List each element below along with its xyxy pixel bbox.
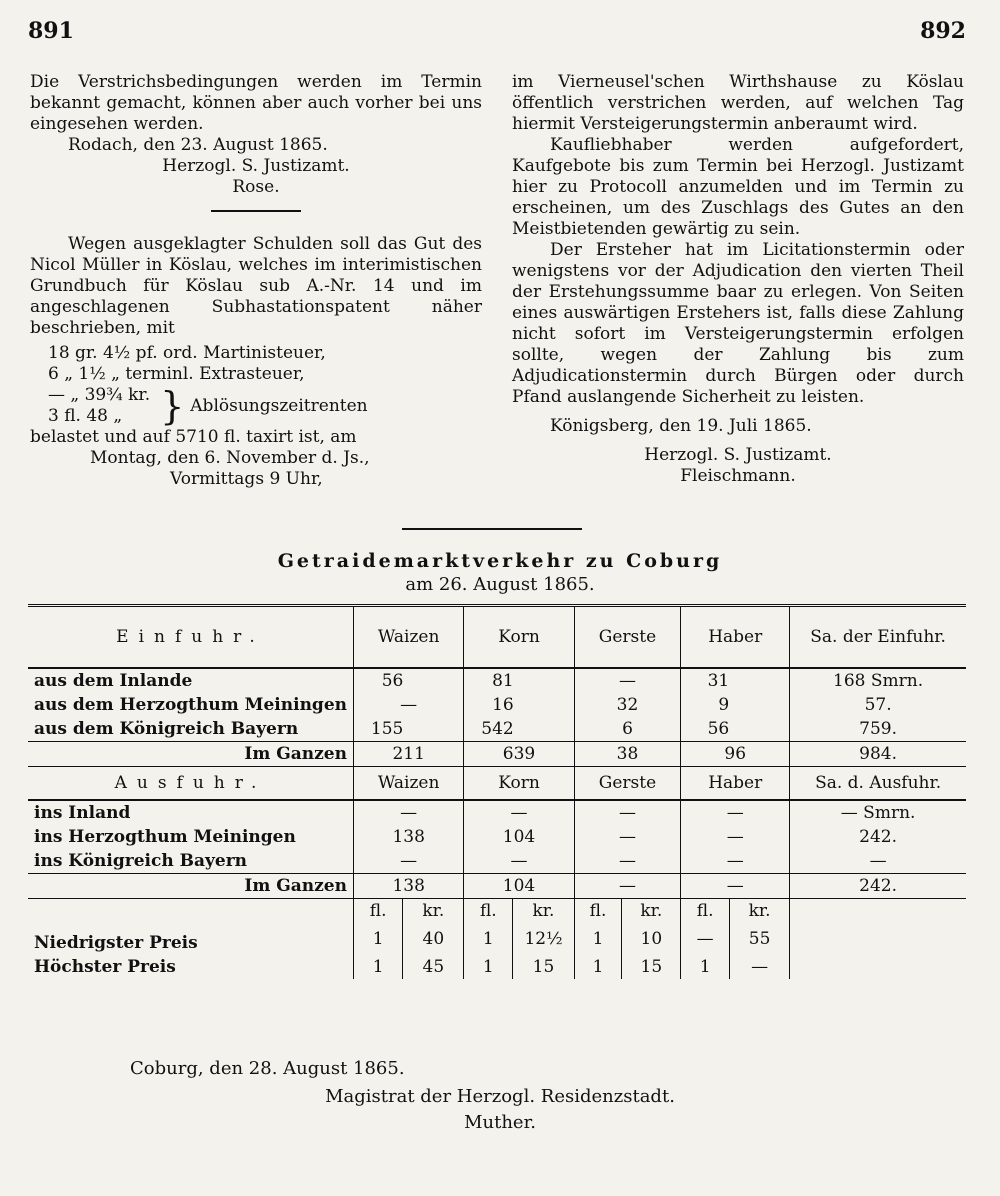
left-column (30, 72, 482, 490)
table-cell: 96 (681, 742, 790, 767)
table-cell: 15 (622, 955, 681, 979)
col-header-korn: Korn (464, 767, 574, 801)
table-cell: 56 (681, 717, 790, 742)
charge-line: — „ 39¾ kr. (48, 385, 151, 405)
total-row (28, 742, 966, 767)
notice-paragraph-end: belastet und auf 5710 fl. taxirt ist, am (30, 427, 357, 447)
row-label: Im Ganzen (28, 742, 354, 767)
currency-cell: kr. (729, 899, 789, 924)
table-cell: — (574, 874, 681, 899)
table-cell: 1 (681, 955, 730, 979)
table-cell: 45 (403, 955, 464, 979)
col-header-sum: Sa. d. Ausfuhr. (790, 767, 966, 801)
table-cell: 9 (681, 693, 790, 717)
auction-date: Montag, den 6. November d. Js., (90, 448, 370, 468)
row-label: ins Herzogthum Meiningen (34, 827, 296, 847)
price-row (28, 923, 966, 955)
place-date: Rodach, den 23. August 1865. (68, 135, 328, 155)
table-cell: — (729, 955, 789, 979)
signature: Rose. (232, 177, 280, 197)
table-cell: — (681, 874, 790, 899)
footer-authority: Magistrat der Herzogl. Residenzstadt. (325, 1086, 675, 1107)
table-cell: 38 (574, 742, 681, 767)
authority: Herzogl. S. Justizamt. (162, 156, 350, 176)
col-header-gerste: Gerste (574, 606, 681, 669)
row-label: ins Königreich Bayern (34, 851, 248, 871)
table-cell: — (354, 800, 464, 825)
table-cell: 10 (622, 923, 681, 955)
notice-paragraph: Die Verstrichsbedingungen werden im Termin bekannt gemacht, können aber auch vorher bei uns eingesehen werden. (30, 72, 482, 134)
notice-paragraph: Wegen ausgeklagter Schulden soll das Gut des Nicol Müller in Köslau, welches im interimistischen Grundbuch für Köslau sub A.-Nr. 14 und im angeschlagenen Subhastationspatent näher beschrieben, mit (30, 234, 482, 338)
charge-line: 3 fl. 48 „ (48, 406, 123, 426)
table-cell: 1 (464, 923, 513, 955)
charge-brace-label: Ablösungszeitrenten (190, 395, 368, 416)
export-header-row (28, 767, 966, 801)
table-cell: 12½ (513, 923, 574, 955)
row-label: aus dem Inlande (34, 671, 193, 691)
table-cell: — (354, 849, 464, 874)
table-cell: 984. (790, 742, 966, 767)
table-title: Getraidemarktverkehr zu Coburg (277, 550, 723, 572)
table-cell: 15 (513, 955, 574, 979)
notice-paragraph: Kaufliebhaber werden aufgefordert, Kaufgebote bis zum Termin bei Herzogl. Justizamt hier zu Protocoll anzumelden und im Termin zu erscheinen, um des Zuschlags des Gutes an den Meistbietenden gewärtig zu sein. (512, 135, 964, 239)
table-cell: 57. (790, 693, 966, 717)
table-subtitle: am 26. August 1865. (405, 574, 595, 595)
currency-cell: kr. (403, 899, 464, 924)
table-cell: 1 (574, 923, 622, 955)
currency-row (28, 899, 966, 924)
table-cell: 104 (464, 874, 574, 899)
place-date: Königsberg, den 19. Juli 1865. (550, 416, 812, 436)
table-cell: — (681, 923, 730, 955)
currency-cell: fl. (681, 899, 730, 924)
row-label: ins Inland (34, 803, 131, 823)
table-cell: 1 (574, 955, 622, 979)
table-row (28, 825, 966, 849)
total-row (28, 874, 966, 899)
table-cell: 6 (574, 717, 681, 742)
row-label: aus dem Königreich Bayern (34, 719, 299, 739)
import-header-row (28, 606, 966, 669)
row-label (28, 899, 354, 924)
table-cell: 32 (574, 693, 681, 717)
table-cell: — (574, 825, 681, 849)
table-cell: 759. (790, 717, 966, 742)
grain-market-table (28, 604, 966, 979)
table-cell: 211 (354, 742, 464, 767)
page-number-right: 892 (920, 18, 966, 44)
table-row (28, 693, 966, 717)
col-header-waizen: Waizen (354, 767, 464, 801)
divider (211, 210, 301, 212)
export-header: Ausfuhr. (28, 767, 354, 801)
table-row (28, 849, 966, 874)
table-cell: 81 (464, 668, 574, 693)
currency-cell: kr. (513, 899, 574, 924)
import-header: Einfuhr. (28, 606, 354, 669)
col-header-korn: Korn (464, 606, 574, 669)
row-label: aus dem Herzogthum Meiningen (34, 695, 347, 715)
charge-line: 18 gr. 4½ pf. ord. Martinisteuer, (48, 343, 326, 363)
table-row (28, 668, 966, 693)
currency-cell: fl. (354, 899, 403, 924)
brace-glyph: } (160, 384, 185, 428)
charge-brace-group (48, 385, 482, 427)
footer-place-date: Coburg, den 28. August 1865. (130, 1058, 405, 1079)
row-label: Niedrigster Preis (34, 933, 198, 953)
col-header-waizen: Waizen (354, 606, 464, 669)
currency-cell: fl. (574, 899, 622, 924)
right-column (512, 72, 964, 487)
table-cell: — (790, 849, 966, 874)
footer-signature: Muther. (464, 1112, 536, 1133)
auction-time: Vormittags 9 Uhr, (170, 469, 323, 489)
table-cell: — Smrn. (790, 800, 966, 825)
table-cell: 31 (681, 668, 790, 693)
table-cell: 138 (354, 874, 464, 899)
table-cell: — (681, 849, 790, 874)
table-cell: — (574, 800, 681, 825)
table-cell: 56 (354, 668, 464, 693)
table-cell: 138 (354, 825, 464, 849)
table-cell: 639 (464, 742, 574, 767)
table-cell: 16 (464, 693, 574, 717)
table-cell: 542 (464, 717, 574, 742)
table-cell: 1 (464, 955, 513, 979)
table-cell: — (681, 825, 790, 849)
table-cell: 104 (464, 825, 574, 849)
row-label: Höchster Preis (34, 957, 176, 977)
table-cell: — (574, 668, 681, 693)
table-cell: — (464, 849, 574, 874)
col-header-gerste: Gerste (574, 767, 681, 801)
charges-list (48, 343, 482, 427)
table-cell: 168 Smrn. (790, 668, 966, 693)
authority: Herzogl. S. Justizamt. (644, 445, 832, 465)
currency-cell: fl. (464, 899, 513, 924)
col-header-sum: Sa. der Einfuhr. (790, 606, 966, 669)
table-cell: — (574, 849, 681, 874)
table-cell: 55 (729, 923, 789, 955)
table-cell: 40 (403, 923, 464, 955)
currency-cell: kr. (622, 899, 681, 924)
table-cell: 155 (354, 717, 464, 742)
row-label: Im Ganzen (28, 874, 354, 899)
table-cell: — (681, 800, 790, 825)
divider (402, 528, 582, 530)
table-cell: 242. (790, 825, 966, 849)
table-cell: 1 (354, 955, 403, 979)
table-cell: — (464, 800, 574, 825)
table-row (28, 800, 966, 825)
signature: Fleischmann. (680, 466, 796, 486)
col-header-haber: Haber (681, 606, 790, 669)
table-cell: — (354, 693, 464, 717)
table-cell: 1 (354, 923, 403, 955)
table-cell: 242. (790, 874, 966, 899)
charge-line: 6 „ 1½ „ terminl. Extrasteuer, (48, 364, 305, 384)
table-row (28, 717, 966, 742)
col-header-haber: Haber (681, 767, 790, 801)
notice-paragraph: im Vierneusel'schen Wirthshause zu Köslau öffentlich verstrichen werden, auf welchen Tag hiermit Versteigerungstermin anberaumt wird. (512, 72, 964, 134)
price-row (28, 955, 966, 979)
notice-paragraph: Der Ersteher hat im Licitationstermin oder wenigstens vor der Adjudication den vierten Theil der Erstehungssumme baar zu erlegen. Von Seiten eines auswärtigen Erstehers ist, falls diese Zahlung nicht sofort im Versteigerungstermin erfolgen sollte, wegen der Zahlung bis zum Adjudicationstermin durch Bürgen oder durch Pfand auslangende Sicherheit zu leisten. (512, 240, 964, 407)
page-number-left: 891 (28, 18, 74, 44)
